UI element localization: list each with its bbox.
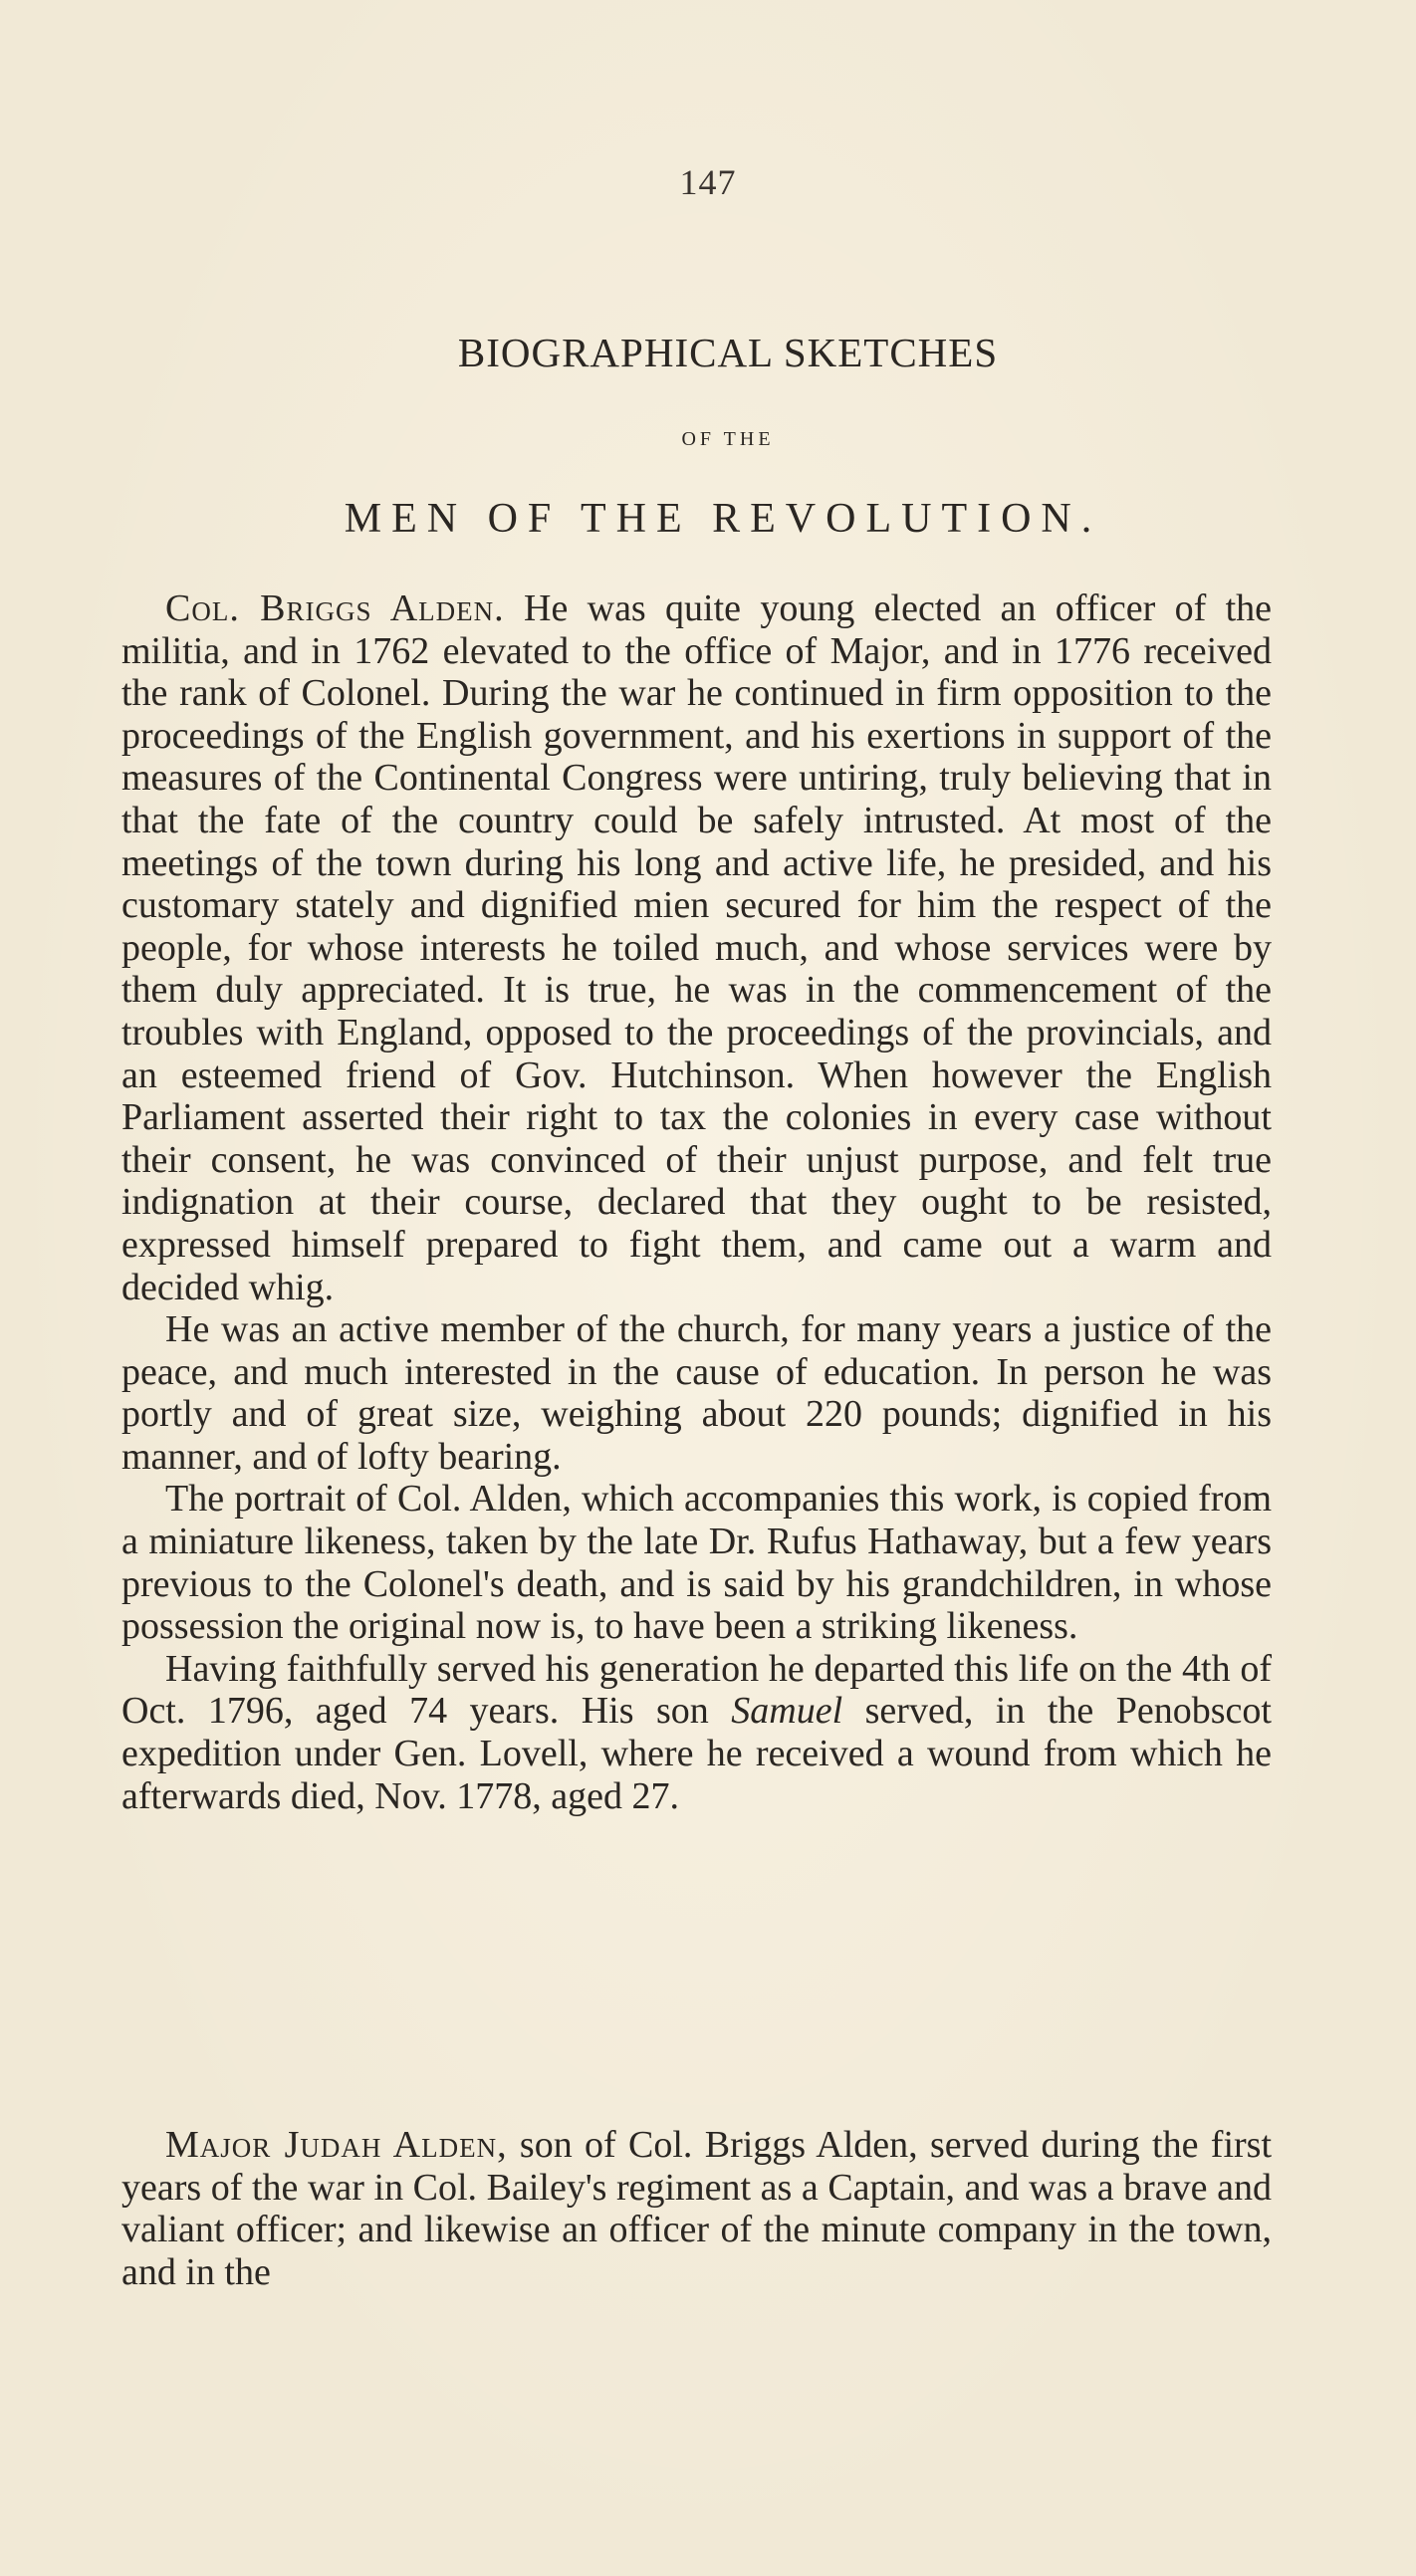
person-name: Major Judah Alden, [165, 2124, 508, 2166]
italic-name: Samuel [731, 1690, 843, 1733]
person-name: Col. Briggs Alden. [165, 587, 505, 629]
paragraph [121, 587, 1272, 1308]
sketch-judah-alden [121, 2124, 1272, 2293]
paragraph-text: He was quite young elected an officer of the militia, and in 1762 elevated to the office of Major, and in 1776 received the rank of Colonel. During the war he continued in firm opposition to the proceedings of the English government, and his exertions in support of the measures of the Continental Congress were untiring, truly believing that in that the fate of the country could be safely intrusted. At most of the meetings of the town during his long and active life, he presided, and his customary stately and dignified mien secured for him the respect of the people, for whose interests he toiled much, and whose services were by them duly appreciated. It is true, he was in the commencement of the troubles with England, opposed to the proceedings of the provincials, and an esteemed friend of Gov. Hutchinson. When however the English Parliament asserted their right to tax the colonies in every case without their consent, he was convinced of their unjust purpose, and felt true indignation at their course, declared that they ought to be resisted, expressed himself prepared to fight them, and came out a warm and decided whig. [121, 587, 1273, 1308]
paragraph-text: Having faithfully served his generation he departed this life on the 4th of Oct. 1796, aged 74 years. His son [121, 1647, 1272, 1733]
section-title: BIOGRAPHICAL SKETCHES [457, 330, 999, 375]
sketch-briggs-alden [121, 587, 1272, 1817]
paragraph-text: served, in the Penobscot expedition under Gen. Lovell, where he received a wound from which he afterwards died, Nov. 1778, aged 27. [121, 1690, 1272, 1817]
page-number: 147 [679, 162, 737, 202]
paragraph [121, 1648, 1272, 1817]
paragraph-text: son of Col. Briggs Alden, served during the first years of the war in Col. Bailey's regiment as a Captain, and was a brave and valiant officer; and likewise an officer of the minute company in the town, and in the [121, 2124, 1273, 2293]
paragraph [121, 2124, 1272, 2293]
section-subtitle: MEN OF THE REVOLUTION. [344, 496, 1102, 542]
section-title-connector: OF THE [681, 428, 775, 450]
paragraph: The portrait of Col. Alden, which accompanies this work, is copied from a miniature likeness, taken by the late Dr. Rufus Hathaway, but a few years previous to the Colonel's death, and is said by his grandchildren, in whose possession the original now is, to have been a striking likeness. [121, 1478, 1272, 1648]
paragraph: He was an active member of the church, for many years a justice of the peace, and much interested in the cause of education. In person he was portly and of great size, weighing about 220 pounds; dignified in his manner, and of lofty bearing. [121, 1308, 1272, 1478]
